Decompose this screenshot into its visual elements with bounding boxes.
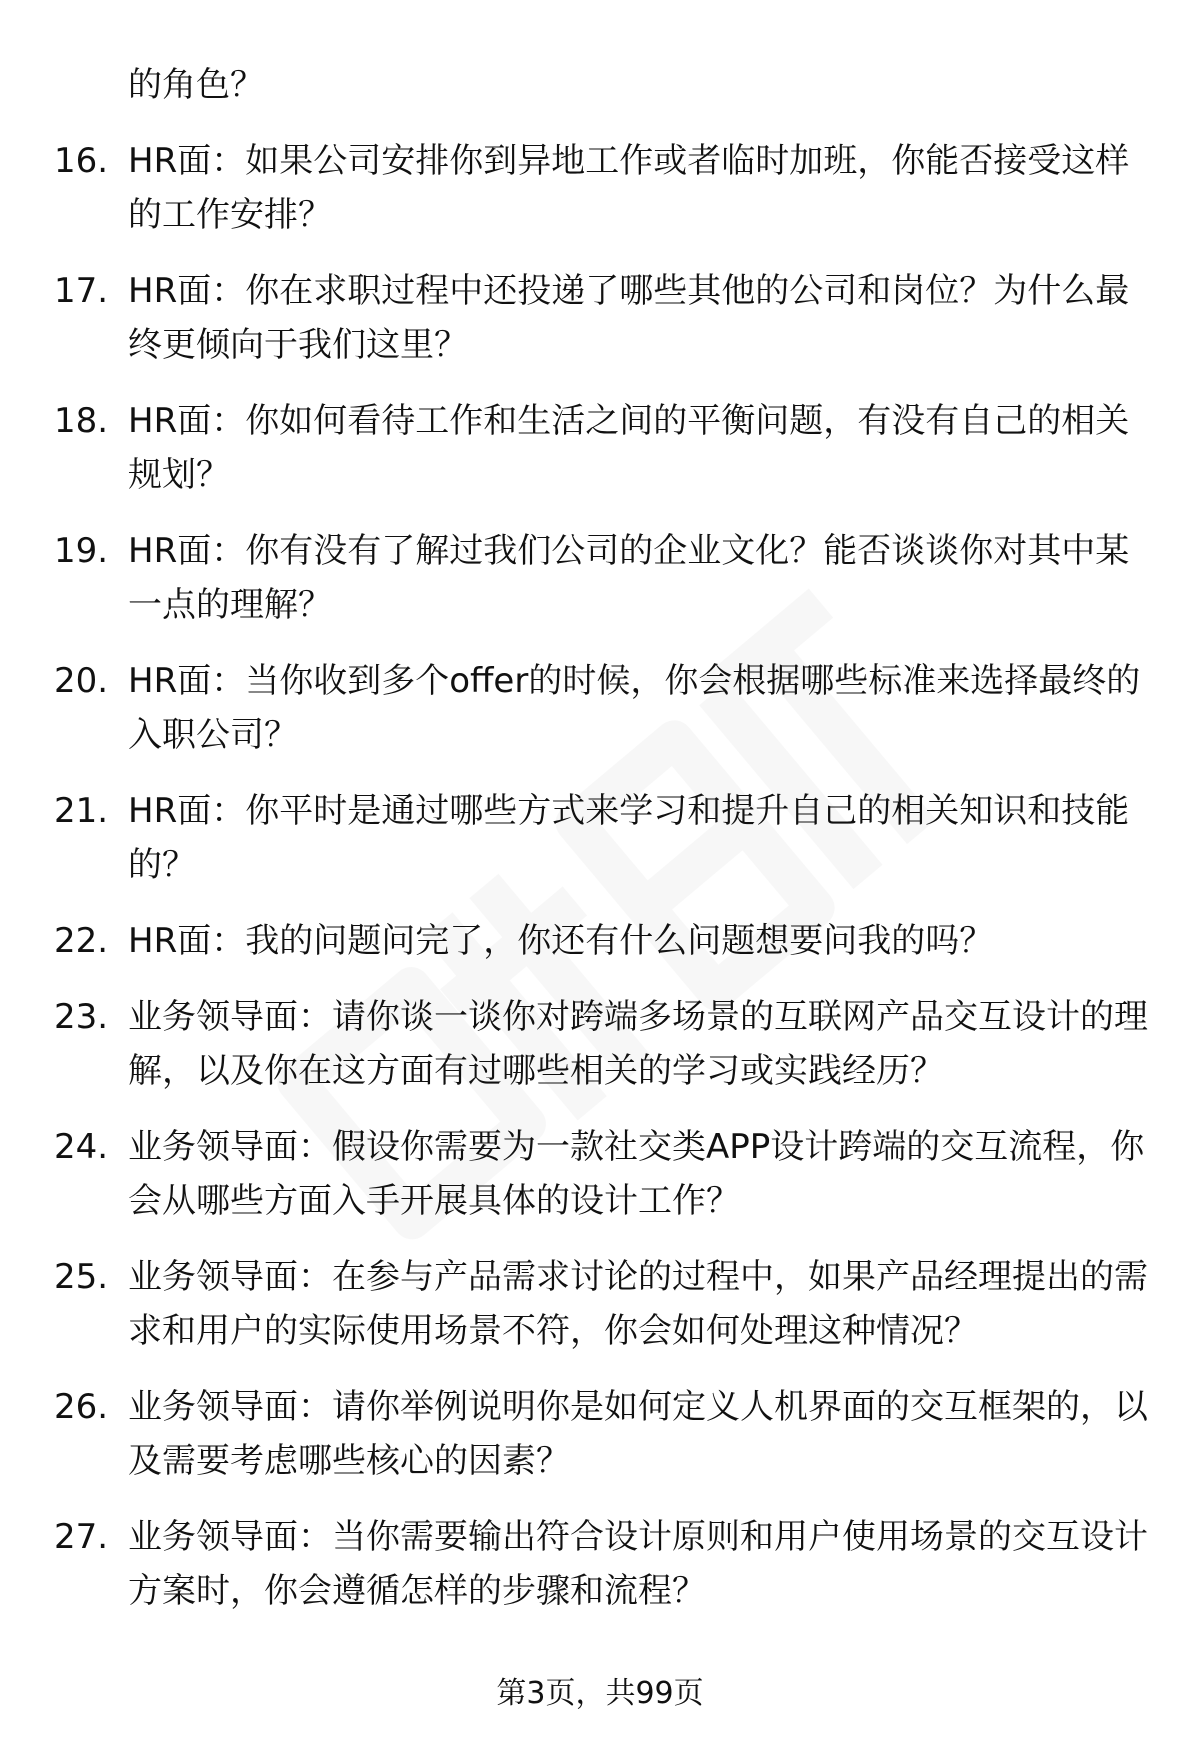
question-list bbox=[0, 58, 1200, 1618]
question-text: HR面：你有没有了解过我们公司的企业文化？能否谈谈你对其中某一点的理解？ bbox=[128, 531, 1130, 625]
page-footer: 第3页，共99页 bbox=[496, 1676, 704, 1711]
question-item bbox=[0, 1120, 1200, 1228]
question-item bbox=[0, 1510, 1200, 1618]
question-number: 23. bbox=[54, 997, 109, 1037]
question-text: HR面：如果公司安排你到异地工作或者临时加班，你能否接受这样的工作安排？ bbox=[128, 141, 1130, 235]
question-item bbox=[0, 654, 1200, 762]
question-number: 25. bbox=[54, 1257, 109, 1297]
question-item bbox=[0, 264, 1200, 372]
question-number: 21. bbox=[54, 791, 109, 831]
question-text: 业务领导面：请你谈一谈你对跨端多场景的互联网产品交互设计的理解，以及你在这方面有过哪些相关的学习或实践经历？ bbox=[128, 997, 1148, 1091]
question-number: 16. bbox=[54, 141, 109, 181]
question-number: 19. bbox=[54, 531, 109, 571]
question-text: HR面：当你收到多个offer的时候，你会根据哪些标准来选择最终的入职公司？ bbox=[128, 661, 1141, 755]
question-number: 27. bbox=[54, 1517, 109, 1557]
question-item bbox=[0, 990, 1200, 1098]
question-text: 业务领导面：请你举例说明你是如何定义人机界面的交互框架的，以及需要考虑哪些核心的因素？ bbox=[128, 1387, 1148, 1481]
question-text: HR面：你平时是通过哪些方式来学习和提升自己的相关知识和技能的？ bbox=[128, 791, 1130, 885]
question-text: 业务领导面：在参与产品需求讨论的过程中，如果产品经理提出的需求和用户的实际使用场景不符，你会如何处理这种情况？ bbox=[128, 1257, 1148, 1351]
question-item bbox=[0, 524, 1200, 632]
question-text: HR面：你在求职过程中还投递了哪些其他的公司和岗位？为什么最终更倾向于我们这里？ bbox=[128, 271, 1130, 365]
question-item bbox=[0, 1380, 1200, 1488]
question-text: 业务领导面：假设你需要为一款社交类APP设计跨端的交互流程，你会从哪些方面入手开展具体的设计工作？ bbox=[128, 1127, 1145, 1221]
question-item bbox=[0, 784, 1200, 892]
question-item bbox=[0, 134, 1200, 242]
question-number: 22. bbox=[54, 921, 109, 961]
question-item bbox=[0, 394, 1200, 502]
question-number: 18. bbox=[54, 401, 109, 441]
question-text: HR面：我的问题问完了，你还有什么问题想要问我的吗？ bbox=[128, 921, 994, 961]
question-number: 24. bbox=[54, 1127, 109, 1167]
question-number: 17. bbox=[54, 271, 109, 311]
question-text: 业务领导面：当你需要输出符合设计原则和用户使用场景的交互设计方案时，你会遵循怎样的步骤和流程？ bbox=[128, 1517, 1148, 1611]
question-text: HR面：你如何看待工作和生活之间的平衡问题，有没有自己的相关规划？ bbox=[128, 401, 1130, 495]
question-number: 20. bbox=[54, 661, 109, 701]
carry-over-text: 的角色？ bbox=[128, 65, 264, 105]
question-item bbox=[0, 1250, 1200, 1358]
question-number: 26. bbox=[54, 1387, 109, 1427]
question-item bbox=[0, 914, 1200, 968]
